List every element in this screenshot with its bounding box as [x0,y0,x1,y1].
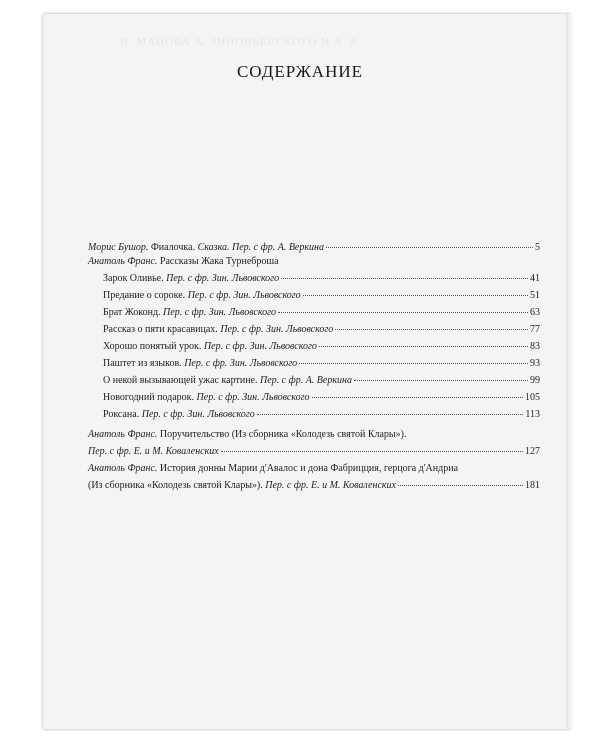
leader-dots [303,294,528,296]
toc-note: Пер. с фр. Зин. Львовского [196,392,310,403]
toc-page-number: 127 [525,446,540,457]
page-title: СОДЕРЖАНИЕ [236,62,364,81]
toc-entry[interactable] [103,273,540,285]
toc-note: Пер. с фр. Зин. Львовского [203,341,317,352]
toc-entry[interactable] [103,409,540,421]
toc-entry[interactable] [103,341,540,353]
toc-note: Пер. с фр. Зин. Львовского [220,324,334,335]
leader-dots [299,362,528,364]
leader-dots [326,246,533,248]
toc-note: Пер. с фр. Зин. Львовского [187,290,301,301]
toc-page-number: 51 [530,290,540,301]
toc-note: Пер. с фр. Е. и М. Коваленских [265,480,396,491]
toc-page-number: 5 [535,242,540,253]
leader-dots [335,328,528,330]
toc-author: Морис Бушор. [88,242,149,253]
toc-title: О некой вызывающей ужас картине. [103,375,258,386]
toc-note: Сказка. Пер. с фр. А. Веркина [197,242,324,253]
toc-page-number: 181 [525,480,540,491]
toc-entry[interactable] [103,358,540,370]
toc-title: Рассказ о пяти красавицах. [103,324,218,335]
leader-dots [354,379,528,381]
toc-entry-continuation[interactable] [88,446,540,458]
toc-page-number: 113 [525,409,540,420]
toc-page-number: 41 [530,273,540,284]
leader-dots [319,345,528,347]
toc-entry[interactable] [103,290,540,302]
toc-author: Анатоль Франс. [88,463,158,474]
toc-page-number: 99 [530,375,540,386]
leader-dots [281,277,528,279]
toc-entry[interactable] [88,242,540,254]
toc-author: Анатоль Франс. [88,256,158,267]
toc-title: Хорошо понятый урок. [103,341,202,352]
toc-entry[interactable] [103,307,540,319]
toc-page-number: 77 [530,324,540,335]
toc-note: Пер. с фр. Зин. Львовского [166,273,280,284]
leader-dots [398,484,523,486]
bleed-through-text: Н. МАНОВА А. ЗИНОВЬЕВСКОГО И А. В. [120,36,363,48]
toc-title: Роксана. [103,409,140,420]
leader-dots [257,413,524,415]
toc-title: Поручительство (Из сборника «Колодезь святой Клары»). [159,429,407,440]
toc-note: Пер. с фр. А. Веркина [260,375,352,386]
toc-entry-continuation[interactable] [88,480,540,492]
toc-page-number: 93 [530,358,540,369]
toc-entry[interactable] [88,463,540,475]
leader-dots [278,311,528,313]
leader-dots [312,396,523,398]
toc-title: Фиалочка. [150,242,196,253]
toc-note: Пер. с фр. Е. и М. Коваленских [88,446,219,457]
toc-entry[interactable] [103,324,540,336]
toc-title: Брат Жоконд. [103,307,161,318]
toc-note: Пер. с фр. Зин. Львовского [184,358,298,369]
toc-section-heading[interactable] [88,256,540,268]
toc-title: История донны Марии д'Авалос и дона Фабрицция, герцога д'Андриа [159,463,459,474]
toc-title: Паштет из языков. [103,358,182,369]
toc-title: (Из сборника «Колодезь святой Клары»). [88,480,263,491]
toc-title: Зарок Оливье. [103,273,164,284]
toc-entry[interactable] [103,392,540,404]
toc-entry[interactable] [88,429,540,441]
toc-note: Пер. с фр. Зин. Львовского [163,307,277,318]
toc-author: Анатоль Франс. [88,429,158,440]
toc-page-number: 63 [530,307,540,318]
leader-dots [221,450,523,452]
toc-entry[interactable] [103,375,540,387]
toc-title: Новогодний подарок. [103,392,195,403]
book-page [43,14,571,729]
toc-title: Рассказы Жака Турнеброша [159,256,279,267]
toc-title: Предание о сороке. [103,290,186,301]
toc-note: Пер. с фр. Зин. Львовского [141,409,255,420]
toc-page-number: 105 [525,392,540,403]
page-edge [566,14,576,729]
toc-page-number: 83 [530,341,540,352]
